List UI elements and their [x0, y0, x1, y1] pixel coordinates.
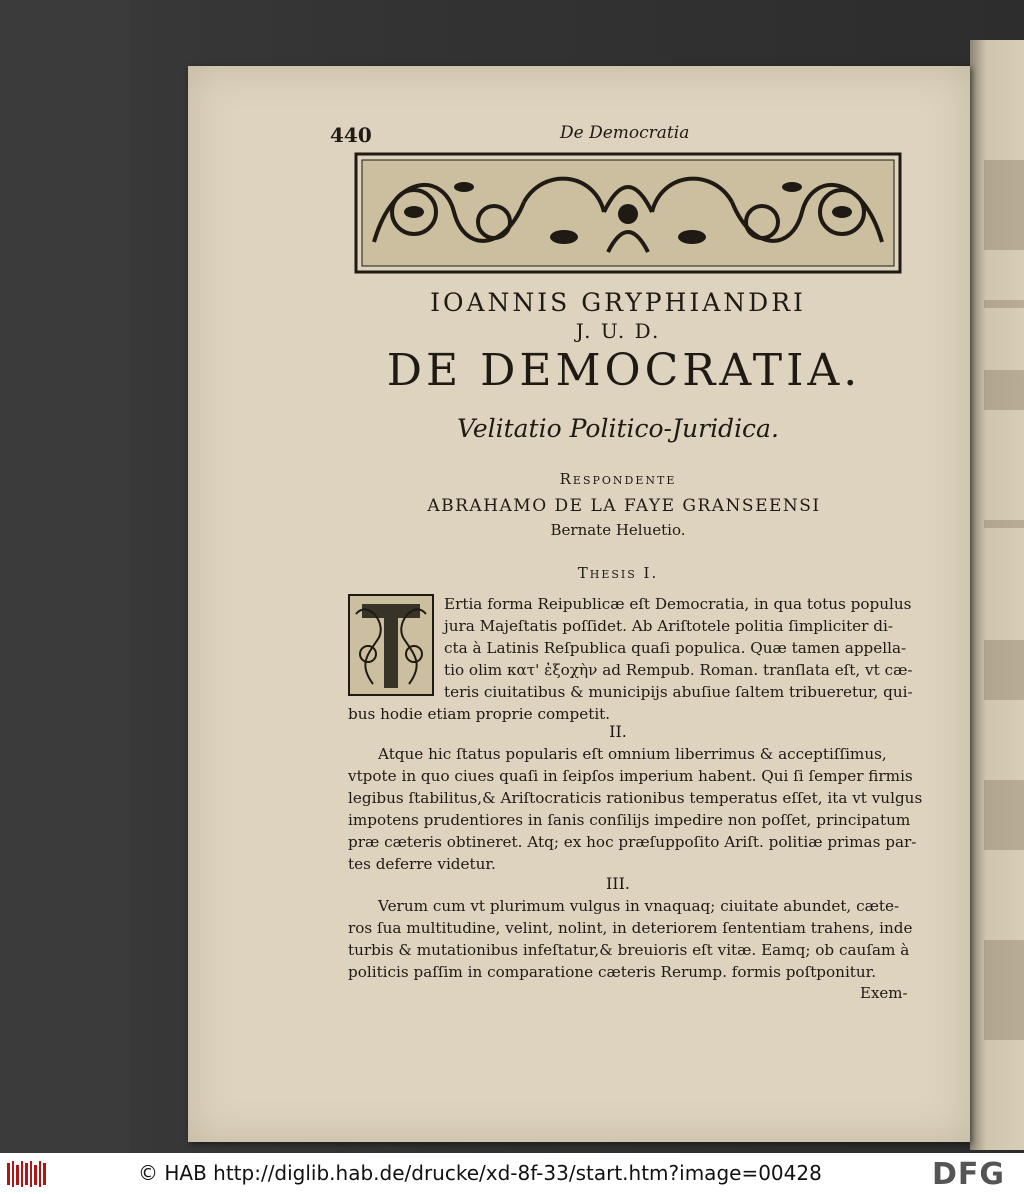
facing-page-text — [984, 370, 1024, 410]
facing-page-text — [984, 520, 1024, 528]
facing-page-text — [984, 640, 1024, 700]
respondent-origin: Bernate Heluetio. — [550, 521, 686, 539]
running-title: De Democratia — [560, 123, 690, 143]
work-title: DE DEMOCRATIA. — [386, 345, 862, 396]
facing-page-edge — [970, 40, 1024, 1150]
text-line: turbis & mutationibus infeſtatur,& breuioris eſt vitæ. Eamq; ob cauſam à — [348, 941, 910, 959]
facing-page-text — [984, 780, 1024, 850]
book-cover-edge — [0, 0, 130, 1153]
text-line: tes deferre videtur. — [348, 855, 496, 873]
catchword: Exem- — [860, 984, 908, 1002]
author-degree: J. U. D. — [575, 319, 661, 343]
text-line: legibus ſtabilitus,& Ariſtocraticis rationibus temperatus eſſet, ita vt vulgus — [348, 789, 923, 807]
text-line: bus hodie etiam proprie competit. — [348, 705, 611, 723]
text-line: ros ſua multitudine, velint, nolint, in deteriorem ſententiam trahens, inde — [348, 919, 913, 937]
thesis-heading: Thesis I. — [577, 564, 659, 582]
text-line: politicis paſſim in comparatione cæteris Rerump. formis poſtponitur. — [348, 963, 877, 981]
text-line: jura Majeſtatis poſſidet. Ab Ariſtotele politia ſimpliciter di- — [444, 617, 893, 635]
text-line: Ertia forma Reipublicæ eſt Democratia, in qua totus populus — [444, 595, 912, 613]
woodcut-ornament-band — [354, 152, 902, 274]
thesis-numeral-3: III. — [605, 874, 631, 893]
dfg-logo: DFG — [932, 1157, 1006, 1192]
page-number: 440 — [330, 123, 372, 147]
work-subtitle: Velitatio Politico-Juridica. — [457, 414, 779, 443]
text-line: impotens prudentiores in ſanis conſilijs impedire non poſſet, principatum — [348, 811, 911, 829]
text-line: cta à Latinis Reſpublica quaſi populica. Quæ tamen appella- — [444, 639, 907, 657]
book-page — [188, 66, 970, 1142]
author-name: IOANNIS GRYPHIANDRI — [430, 288, 806, 317]
decorated-initial-t — [348, 594, 434, 696]
respondent-label: Respondente — [559, 470, 677, 488]
footer-bar — [0, 1153, 1024, 1194]
hab-library-logo-icon — [6, 1159, 50, 1189]
text-line: vtpote in quo ciues quaſi in ſeipſos imperium habent. Qui ſi ſemper firmis — [348, 767, 913, 785]
thesis-numeral-2: II. — [609, 722, 627, 741]
copyright-citation: © HAB http://diglib.hab.de/drucke/xd-8f-33/start.htm?image=00428 — [138, 1161, 822, 1185]
respondent-name: ABRAHAMO DE LA FAYE GRANSEENSI — [427, 496, 821, 516]
text-line: Verum cum vt plurimum vulgus in vnaquaq; ciuitate abundet, cæte- — [378, 897, 900, 915]
facing-page-text — [984, 940, 1024, 1040]
running-head — [330, 123, 918, 147]
text-line: præ cæteris obtineret. Atq; ex hoc præſuppoſito Ariſt. politiæ primas par- — [348, 833, 917, 851]
text-line: tio olim κατ' ἐξοχὴν ad Rempub. Roman. tranſlata eſt, vt cæ- — [444, 661, 913, 679]
text-line: Atque hic ſtatus popularis eſt omnium liberrimus & acceptiſſimus, — [378, 745, 887, 763]
facing-page-text — [984, 300, 1024, 308]
facing-page-ornament — [984, 160, 1024, 250]
text-line: teris ciuitatibus & municipijs abuſiue ſaltem tribueretur, qui- — [444, 683, 913, 701]
